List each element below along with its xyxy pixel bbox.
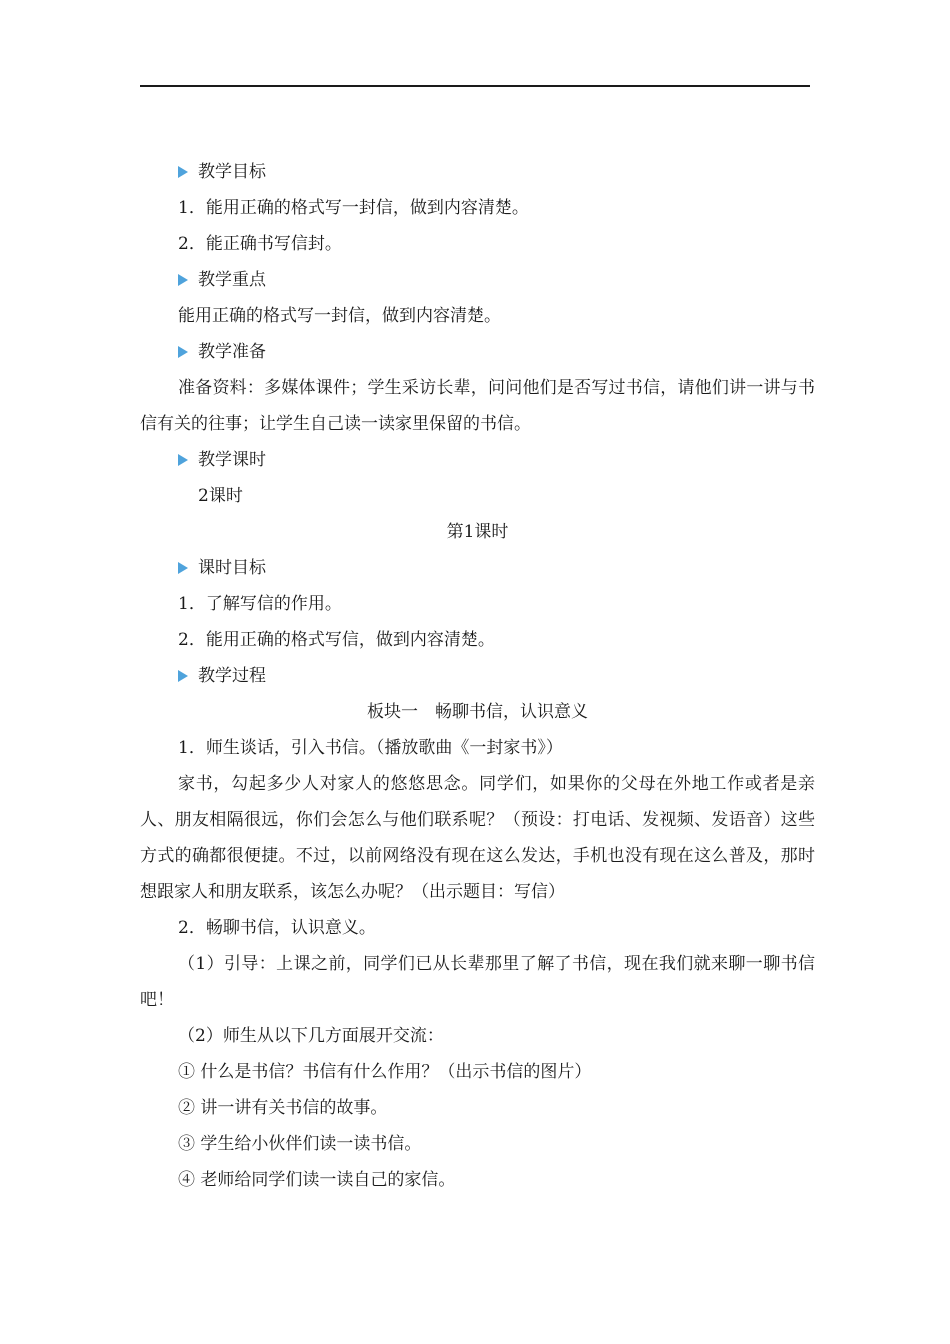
block-title: 板块一 畅聊书信，认识意义 — [367, 702, 588, 722]
goal-item: 1．能用正确的格式写一封信，做到内容清楚。 — [178, 198, 529, 218]
list-item: ④ 老师给同学们读一读自己的家信。 — [178, 1170, 456, 1190]
sub-step-item: （2）师生从以下几方面展开交流： — [178, 1026, 444, 1046]
document-body — [140, 154, 815, 1198]
hours-text: 2课时 — [198, 486, 243, 506]
triangle-bullet-icon — [178, 166, 188, 178]
section-heading: 教学重点 — [140, 262, 815, 298]
section-heading: 教学过程 — [140, 658, 815, 694]
step-item: 2．畅聊书信，认识意义。 — [178, 918, 376, 938]
triangle-bullet-icon — [178, 346, 188, 358]
prep-paragraph: 准备资料：多媒体课件；学生采访长辈，问问他们是否写过书信，请他们讲一讲与书信有关的往事；让学生自己读一读家里保留的书信。 — [140, 378, 815, 434]
goal-item: 2．能正确书写信封。 — [178, 234, 342, 254]
triangle-bullet-icon — [178, 562, 188, 574]
section-heading: 教学目标 — [140, 154, 815, 190]
triangle-bullet-icon — [178, 454, 188, 466]
triangle-bullet-icon — [178, 274, 188, 286]
lesson-goal-item: 1．了解写信的作用。 — [178, 594, 342, 614]
section-heading: 课时目标 — [140, 550, 815, 586]
lesson-title: 第1课时 — [446, 522, 509, 542]
section-heading: 教学准备 — [140, 334, 815, 370]
paragraph: 家书，勾起多少人对家人的悠悠思念。同学们，如果你的父母在外地工作或者是亲人、朋友相隔很远，你们会怎么与他们联系呢？（预设：打电话、发视频、发语音）这些方式的确都很便捷。不过，以前网络没有现在这么发达，手机也没有现在这么普及，那时想跟家人和朋友联系，该怎么办呢？（出示题目：写信） — [140, 774, 815, 902]
list-item: ③ 学生给小伙伴们读一读书信。 — [178, 1134, 422, 1154]
paragraph: （1）引导：上课之前，同学们已从长辈那里了解了书信，现在我们就来聊一聊书信吧！ — [140, 954, 815, 1010]
step-item: 1．师生谈话，引入书信。（播放歌曲《一封家书》） — [178, 738, 563, 758]
triangle-bullet-icon — [178, 670, 188, 682]
lesson-goal-item: 2．能用正确的格式写信，做到内容清楚。 — [178, 630, 495, 650]
list-item: ① 什么是书信？书信有什么作用？（出示书信的图片） — [178, 1062, 592, 1082]
list-item: ② 讲一讲有关书信的故事。 — [178, 1098, 388, 1118]
header-rule — [140, 85, 810, 87]
focus-text: 能用正确的格式写一封信，做到内容清楚。 — [178, 306, 501, 326]
section-heading: 教学课时 — [140, 442, 815, 478]
